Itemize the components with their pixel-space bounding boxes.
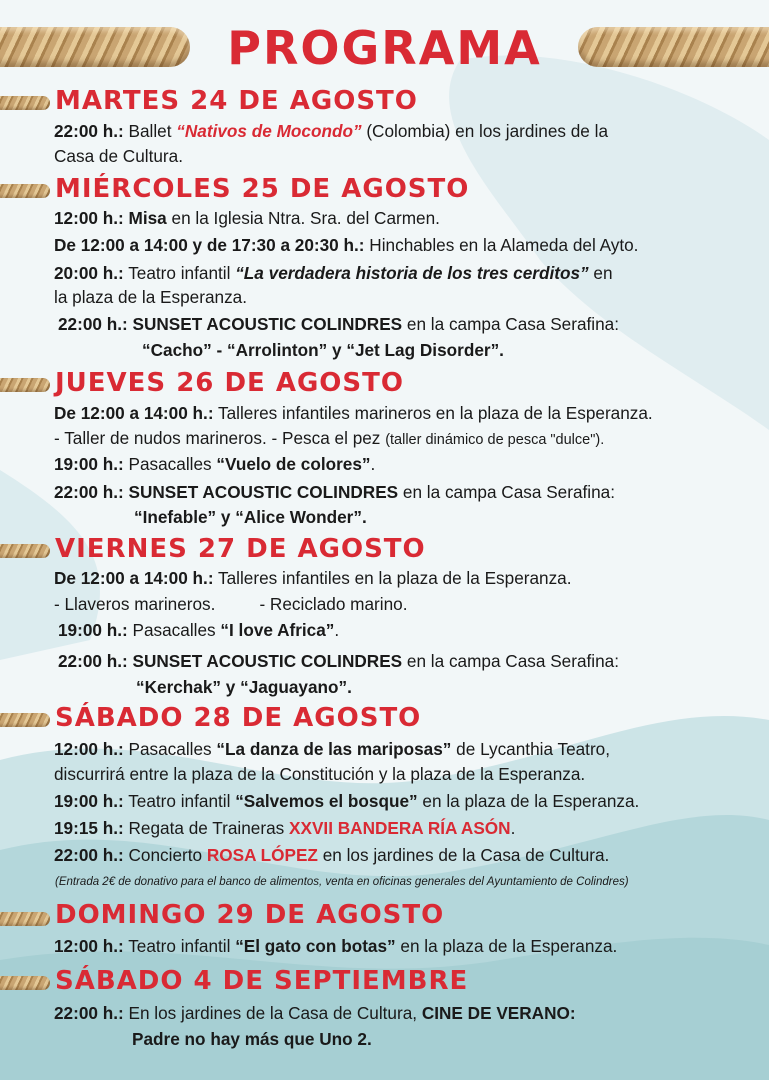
event-note: (Entrada 2€ de donativo para el banco de alimentos, venta en oficinas generales del Ayuntamiento de Colindres) — [55, 876, 629, 888]
event-line: De 12:00 a 14:00 h.: Talleres infantiles marineros en la plaza de la Esperanza. — [54, 403, 653, 423]
day-heading: JUEVES 26 DE AGOSTO — [55, 368, 404, 398]
event-line: - Llaveros marineros. - Reciclado marino. — [54, 594, 408, 614]
event-line: 22:00 h.: Concierto ROSA LÓPEZ en los jardines de la Casa de Cultura. — [54, 845, 610, 865]
day-heading: SÁBADO 28 DE AGOSTO — [55, 703, 422, 733]
page-title: PROGRAMA — [227, 21, 542, 75]
event-line: 19:00 h.: Teatro infantil “Salvemos el bosque” en la plaza de la Esperanza. — [54, 791, 640, 811]
event-line: discurrirá entre la plaza de la Constitución y la plaza de la Esperanza. — [54, 764, 586, 784]
event-line: Casa de Cultura. — [54, 146, 183, 166]
rope-bullet — [0, 378, 50, 392]
event-line: 22:00 h.: SUNSET ACOUSTIC COLINDRES en la campa Casa Serafina: — [58, 651, 619, 671]
event-line: 20:00 h.: Teatro infantil “La verdadera historia de los tres cerditos” en — [54, 263, 613, 283]
event-line: 12:00 h.: Pasacalles “La danza de las mariposas” de Lycanthia Teatro, — [54, 739, 611, 759]
event-line: De 12:00 a 14:00 h.: Talleres infantiles en la plaza de la Esperanza. — [54, 568, 572, 588]
rope-bullet — [0, 912, 50, 926]
event-line: 22:00 h.: SUNSET ACOUSTIC COLINDRES en la campa Casa Serafina: — [54, 482, 615, 502]
rope-bullet — [0, 96, 50, 110]
event-line: 12:00 h.: Misa en la Iglesia Ntra. Sra. del Carmen. — [54, 208, 440, 228]
event-line: 19:00 h.: Pasacalles “Vuelo de colores”. — [54, 454, 376, 474]
event-line: 19:15 h.: Regata de Traineras XXVII BANDERA RÍA ASÓN. — [54, 818, 516, 838]
rope-bullet — [0, 184, 50, 198]
rope-bullet — [0, 713, 50, 727]
event-line: la plaza de la Esperanza. — [54, 287, 248, 307]
day-heading: VIERNES 27 DE AGOSTO — [55, 534, 426, 564]
day-heading: SÁBADO 4 DE SEPTIEMBRE — [55, 966, 469, 996]
rope-bullet — [0, 976, 50, 990]
event-performers: “Cacho” - “Arrolinton” y “Jet Lag Disorder”. — [142, 340, 504, 360]
event-performers: Padre no hay más que Uno 2. — [132, 1029, 372, 1049]
rope-bullet — [0, 544, 50, 558]
event-line: 19:00 h.: Pasacalles “I love Africa”. — [58, 620, 340, 640]
day-heading: MARTES 24 DE AGOSTO — [55, 86, 418, 116]
event-line: 22:00 h.: En los jardines de la Casa de Cultura, CINE DE VERANO: — [54, 1003, 576, 1023]
event-line: De 12:00 a 14:00 y de 17:30 a 20:30 h.: Hinchables en la Alameda del Ayto. — [54, 235, 639, 255]
event-line: 22:00 h.: Ballet “Nativos de Mocondo” (Colombia) en los jardines de la — [54, 121, 609, 141]
event-line: 22:00 h.: SUNSET ACOUSTIC COLINDRES en la campa Casa Serafina: — [58, 314, 619, 334]
event-line: 12:00 h.: Teatro infantil “El gato con botas” en la plaza de la Esperanza. — [54, 936, 618, 956]
day-heading: DOMINGO 29 DE AGOSTO — [55, 900, 445, 930]
event-performers: “Inefable” y “Alice Wonder”. — [134, 507, 367, 527]
day-heading: MIÉRCOLES 25 DE AGOSTO — [55, 174, 470, 204]
event-performers: “Kerchak” y “Jaguayano”. — [136, 677, 352, 697]
event-line: - Taller de nudos marineros. - Pesca el pez (taller dinámico de pesca "dulce"). — [54, 428, 605, 448]
